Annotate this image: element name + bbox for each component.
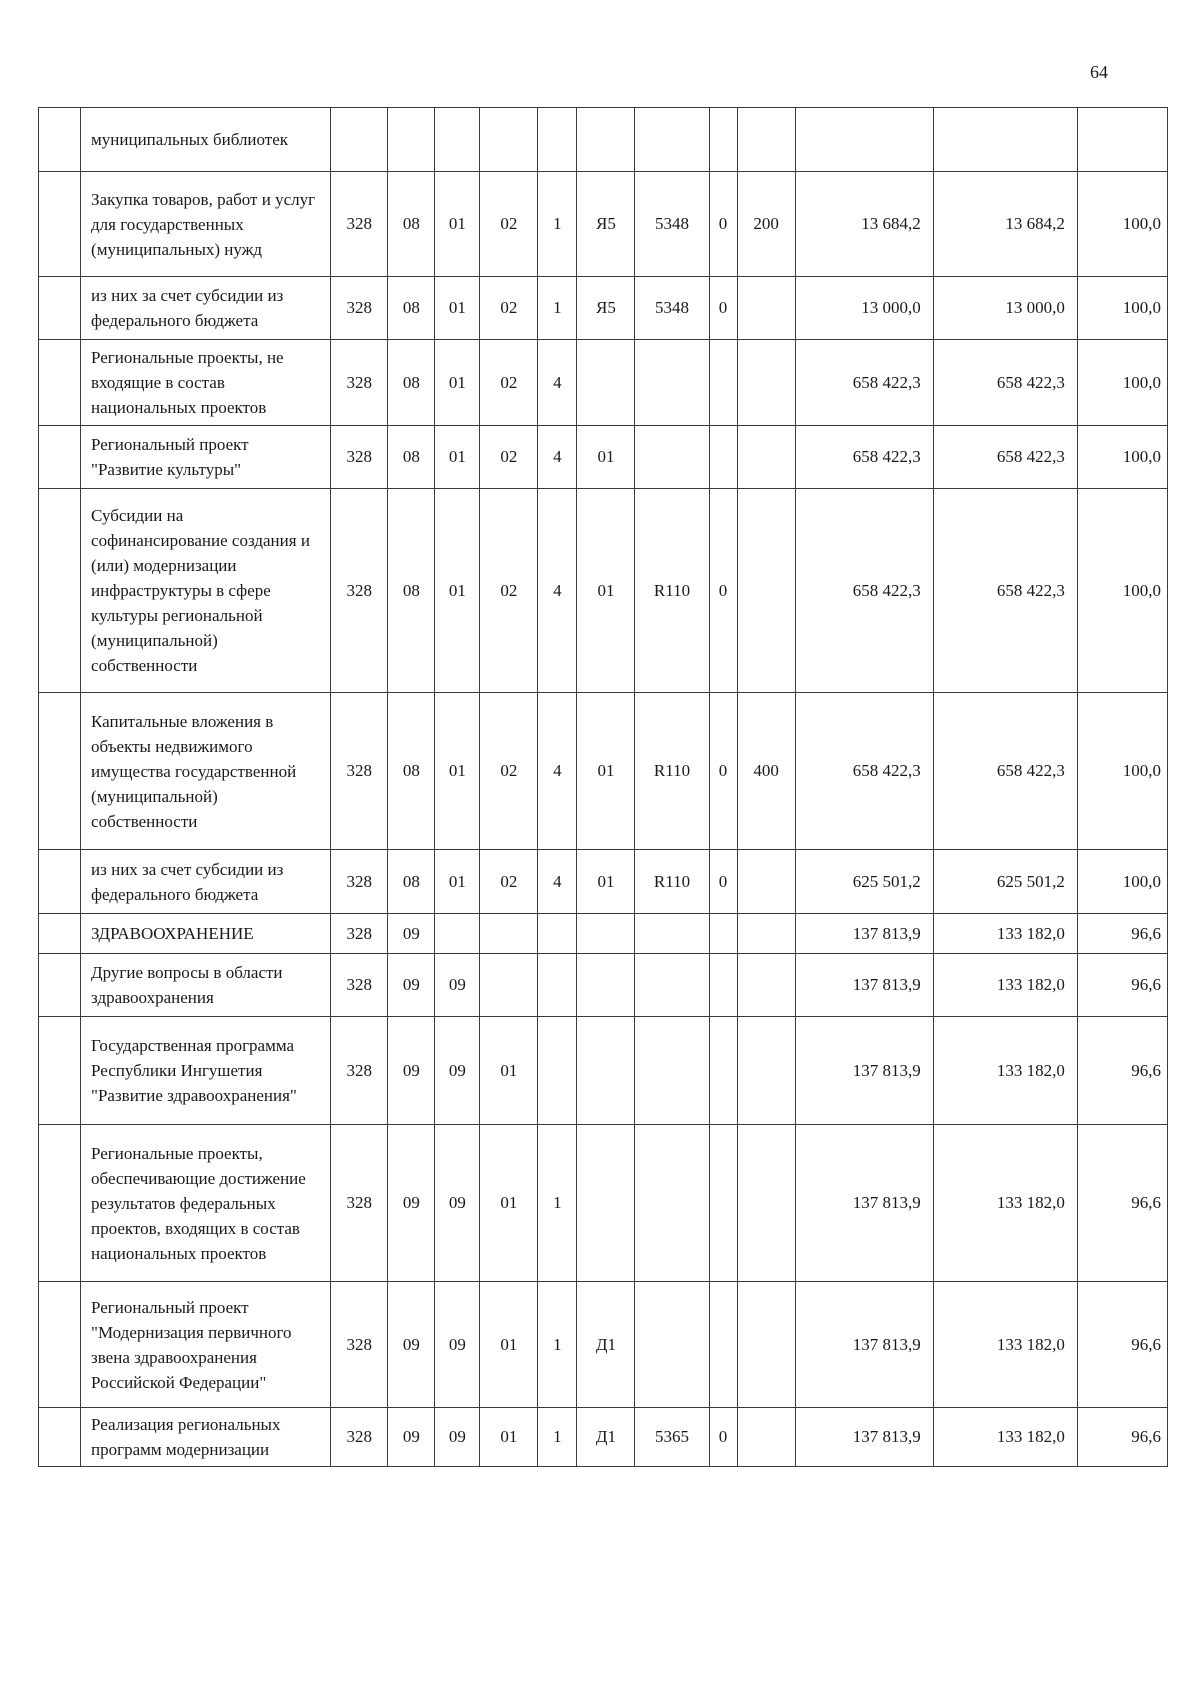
code-rz: 08 [388,489,435,693]
code-p2: 4 [538,426,577,489]
row-margin-cell [39,1017,81,1125]
code-p2: 4 [538,340,577,426]
code-p1: 02 [480,172,538,277]
code-p5: 0 [709,277,737,340]
code-gr: 328 [331,693,388,850]
code-gr: 328 [331,1282,388,1408]
code-gr: 328 [331,914,388,954]
code-gr: 328 [331,1125,388,1282]
percent-executed [1077,108,1167,172]
table-row [39,850,1168,914]
code-rz [388,108,435,172]
table-row [39,489,1168,693]
percent-executed: 96,6 [1077,954,1167,1017]
code-p1 [480,108,538,172]
code-p5: 0 [709,172,737,277]
code-p4 [635,1017,709,1125]
code-p4: R110 [635,850,709,914]
code-p2: 1 [538,1408,577,1467]
row-name: Региональные проекты, не входящие в состав национальных проектов [81,340,331,426]
table-row [39,1282,1168,1408]
code-p1: 01 [480,1017,538,1125]
code-rz: 08 [388,693,435,850]
amount-plan: 658 422,3 [795,489,933,693]
code-p2 [538,954,577,1017]
table-row [39,277,1168,340]
amount-fact: 658 422,3 [933,340,1077,426]
code-p3: 01 [577,426,635,489]
code-p2: 4 [538,850,577,914]
code-rz: 09 [388,914,435,954]
amount-plan: 137 813,9 [795,1282,933,1408]
row-margin-cell [39,693,81,850]
code-pr: 01 [435,693,480,850]
code-p3 [577,108,635,172]
code-p2: 1 [538,277,577,340]
code-p4 [635,426,709,489]
code-p5 [709,1282,737,1408]
row-name: из них за счет субсидии из федерального бюджета [81,277,331,340]
code-p5: 0 [709,850,737,914]
percent-executed: 100,0 [1077,489,1167,693]
percent-executed: 96,6 [1077,1125,1167,1282]
amount-fact: 658 422,3 [933,426,1077,489]
amount-fact [933,108,1077,172]
row-margin-cell [39,914,81,954]
code-p1: 02 [480,340,538,426]
code-vr [737,1125,795,1282]
code-gr: 328 [331,277,388,340]
code-rz: 08 [388,277,435,340]
row-name: ЗДРАВООХРАНЕНИЕ [81,914,331,954]
amount-plan: 658 422,3 [795,693,933,850]
code-vr [737,1282,795,1408]
page-number: 64 [1090,62,1108,82]
amount-plan: 658 422,3 [795,426,933,489]
code-rz: 09 [388,1408,435,1467]
code-rz: 09 [388,954,435,1017]
row-margin-cell [39,426,81,489]
row-name: Региональные проекты, обеспечивающие достижение результатов федеральных проектов, входящих в состав национальных проектов [81,1125,331,1282]
code-p3: Д1 [577,1282,635,1408]
amount-fact: 133 182,0 [933,1282,1077,1408]
table-row [39,914,1168,954]
code-vr [737,340,795,426]
code-p2: 4 [538,693,577,850]
amount-fact: 13 684,2 [933,172,1077,277]
code-vr [737,1017,795,1125]
code-p5: 0 [709,489,737,693]
percent-executed: 100,0 [1077,693,1167,850]
row-margin-cell [39,340,81,426]
row-name: муниципальных библиотек [81,108,331,172]
code-vr [737,954,795,1017]
table-row [39,693,1168,850]
percent-executed: 96,6 [1077,1282,1167,1408]
code-gr: 328 [331,426,388,489]
row-name: из них за счет субсидии из федерального бюджета [81,850,331,914]
code-p3: 01 [577,850,635,914]
code-gr: 328 [331,1408,388,1467]
table-row [39,1017,1168,1125]
code-rz: 09 [388,1125,435,1282]
row-margin-cell [39,172,81,277]
code-p3: Я5 [577,172,635,277]
code-p1 [480,914,538,954]
code-p5: 0 [709,693,737,850]
code-p1: 01 [480,1282,538,1408]
code-pr: 09 [435,1017,480,1125]
code-pr: 01 [435,850,480,914]
row-name: Государственная программа Республики Ингушетия "Развитие здравоохранения" [81,1017,331,1125]
code-pr: 01 [435,172,480,277]
code-p1: 01 [480,1408,538,1467]
code-p1: 02 [480,277,538,340]
percent-executed: 100,0 [1077,172,1167,277]
code-p2 [538,108,577,172]
code-p5 [709,1017,737,1125]
amount-fact: 658 422,3 [933,489,1077,693]
code-gr: 328 [331,954,388,1017]
table-row [39,1408,1168,1467]
code-p3: Д1 [577,1408,635,1467]
row-name: Региональный проект "Модернизация первичного звена здравоохранения Российской Федерации" [81,1282,331,1408]
code-gr [331,108,388,172]
code-p4: 5348 [635,277,709,340]
row-name: Закупка товаров, работ и услуг для государственных (муниципальных) нужд [81,172,331,277]
percent-executed: 100,0 [1077,277,1167,340]
code-vr [737,850,795,914]
code-p3 [577,914,635,954]
code-gr: 328 [331,850,388,914]
code-pr: 01 [435,277,480,340]
code-p5 [709,914,737,954]
code-pr: 09 [435,954,480,1017]
table-row [39,426,1168,489]
code-vr [737,426,795,489]
code-p5 [709,954,737,1017]
row-margin-cell [39,1408,81,1467]
amount-fact: 133 182,0 [933,1408,1077,1467]
code-vr: 400 [737,693,795,850]
code-p3 [577,1017,635,1125]
code-rz: 08 [388,172,435,277]
code-gr: 328 [331,489,388,693]
code-pr [435,108,480,172]
amount-fact: 658 422,3 [933,693,1077,850]
code-p1: 02 [480,489,538,693]
code-vr [737,108,795,172]
code-p3: Я5 [577,277,635,340]
amount-fact: 133 182,0 [933,914,1077,954]
code-p2: 1 [538,172,577,277]
code-p4 [635,914,709,954]
code-vr [737,914,795,954]
amount-fact: 133 182,0 [933,1125,1077,1282]
code-rz: 08 [388,426,435,489]
code-p4: 5348 [635,172,709,277]
row-margin-cell [39,1125,81,1282]
code-vr [737,277,795,340]
table-row [39,1125,1168,1282]
code-p1: 02 [480,693,538,850]
amount-plan [795,108,933,172]
code-p2: 1 [538,1125,577,1282]
code-p4: R110 [635,693,709,850]
code-p2 [538,1017,577,1125]
code-p3 [577,954,635,1017]
code-pr: 01 [435,489,480,693]
code-p5 [709,340,737,426]
percent-executed: 96,6 [1077,1017,1167,1125]
code-p5 [709,108,737,172]
code-p2 [538,914,577,954]
code-p4 [635,108,709,172]
percent-executed: 100,0 [1077,340,1167,426]
code-pr: 01 [435,426,480,489]
code-p4 [635,1282,709,1408]
row-margin-cell [39,1282,81,1408]
row-name: Субсидии на софинансирование создания и (или) модернизации инфраструктуры в сфере культуры региональной (муниципальной) собственности [81,489,331,693]
code-rz: 09 [388,1282,435,1408]
code-rz: 09 [388,1017,435,1125]
code-pr: 09 [435,1408,480,1467]
amount-fact: 625 501,2 [933,850,1077,914]
amount-plan: 13 684,2 [795,172,933,277]
amount-plan: 137 813,9 [795,954,933,1017]
amount-plan: 658 422,3 [795,340,933,426]
row-margin-cell [39,954,81,1017]
budget-table [38,107,1168,1467]
code-pr [435,914,480,954]
code-pr: 01 [435,340,480,426]
amount-fact: 13 000,0 [933,277,1077,340]
amount-plan: 13 000,0 [795,277,933,340]
row-margin-cell [39,108,81,172]
percent-executed: 100,0 [1077,426,1167,489]
amount-plan: 137 813,9 [795,1125,933,1282]
code-p3 [577,1125,635,1282]
code-p4: R110 [635,489,709,693]
code-p3: 01 [577,693,635,850]
code-p4 [635,1125,709,1282]
code-pr: 09 [435,1125,480,1282]
code-p3 [577,340,635,426]
code-p4: 5365 [635,1408,709,1467]
amount-plan: 137 813,9 [795,1408,933,1467]
code-vr: 200 [737,172,795,277]
row-margin-cell [39,489,81,693]
code-gr: 328 [331,340,388,426]
row-name: Реализация региональных программ модернизации [81,1408,331,1467]
table-row [39,172,1168,277]
code-p1 [480,954,538,1017]
code-p5: 0 [709,1408,737,1467]
code-p2: 4 [538,489,577,693]
code-rz: 08 [388,340,435,426]
amount-plan: 625 501,2 [795,850,933,914]
table-row [39,340,1168,426]
code-pr: 09 [435,1282,480,1408]
row-margin-cell [39,277,81,340]
code-gr: 328 [331,172,388,277]
percent-executed: 96,6 [1077,914,1167,954]
code-p2: 1 [538,1282,577,1408]
code-rz: 08 [388,850,435,914]
code-p4 [635,340,709,426]
code-p3: 01 [577,489,635,693]
row-name: Другие вопросы в области здравоохранения [81,954,331,1017]
row-margin-cell [39,850,81,914]
amount-fact: 133 182,0 [933,1017,1077,1125]
row-name: Капитальные вложения в объекты недвижимого имущества государственной (муниципальной) собственности [81,693,331,850]
code-gr: 328 [331,1017,388,1125]
amount-fact: 133 182,0 [933,954,1077,1017]
code-p1: 01 [480,1125,538,1282]
code-p5 [709,426,737,489]
amount-plan: 137 813,9 [795,1017,933,1125]
code-p1: 02 [480,426,538,489]
code-vr [737,1408,795,1467]
code-p5 [709,1125,737,1282]
amount-plan: 137 813,9 [795,914,933,954]
code-p1: 02 [480,850,538,914]
table-row [39,954,1168,1017]
table-row [39,108,1168,172]
code-p4 [635,954,709,1017]
row-name: Региональный проект "Развитие культуры" [81,426,331,489]
percent-executed: 100,0 [1077,850,1167,914]
percent-executed: 96,6 [1077,1408,1167,1467]
code-vr [737,489,795,693]
